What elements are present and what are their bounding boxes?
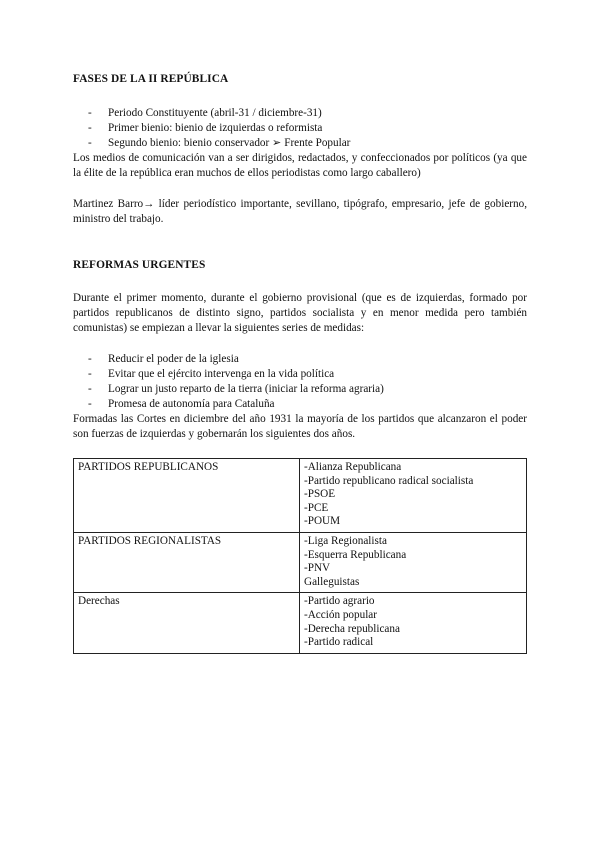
- heading-reformas: REFORMAS URGENTES: [73, 259, 206, 271]
- fases-list: [73, 106, 527, 151]
- group-cell: PARTIDOS REGIONALISTAS: [74, 532, 300, 592]
- party-name: -Liga Regionalista: [304, 534, 387, 547]
- members-cell: [300, 593, 527, 653]
- party-name: -POUM: [304, 515, 341, 528]
- members-cell: [300, 532, 527, 592]
- party-name: -Partido radical: [304, 636, 374, 649]
- fases-item-text: Primer bienio: bienio de izquierdas o reformista: [108, 122, 323, 134]
- group-cell: Derechas: [74, 593, 300, 653]
- party-name: -Acción popular: [304, 608, 378, 621]
- members-cell: [300, 459, 527, 533]
- fases-item: [73, 136, 527, 151]
- dash-bullet: -: [88, 122, 92, 134]
- party-name: -Esquerra Republicana: [304, 548, 407, 561]
- party-name: -PSOE: [304, 488, 336, 501]
- medidas-item: [73, 367, 527, 382]
- paragraph-martinez: Martinez Barro→ líder periodístico importante, sevillano, tipógrafo, empresario, jefe de gobierno, ministro del trabajo.: [73, 198, 527, 225]
- paragraph-medios: Los medios de comunicación van a ser dirigidos, redactados, y confeccionados por políticos (ya que la élite de la república eran muchos de ellos periodistas como largo caballero): [73, 152, 527, 179]
- party-name: -PCE: [304, 501, 329, 514]
- party-name: -Derecha republicana: [304, 622, 400, 635]
- group-cell: PARTIDOS REPUBLICANOS: [74, 459, 300, 533]
- fases-item-text: Segundo bienio: bienio conservador ➢ Frente Popular: [108, 137, 351, 149]
- heading-fases: FASES DE LA II REPÚBLICA: [73, 73, 229, 85]
- partidos-table: [73, 458, 527, 654]
- dash-bullet: -: [88, 107, 92, 119]
- dash-bullet: -: [88, 353, 92, 365]
- fases-item-text: Periodo Constituyente (abril-31 / diciembre-31): [108, 107, 322, 119]
- medidas-list: [73, 352, 527, 412]
- fases-item: [73, 106, 527, 121]
- medidas-item-text: Promesa de autonomía para Cataluña: [108, 398, 275, 410]
- dash-bullet: -: [88, 398, 92, 410]
- dash-bullet: -: [88, 383, 92, 395]
- party-name: -Alianza Republicana: [304, 461, 402, 473]
- dash-bullet: -: [88, 368, 92, 380]
- medidas-item: [73, 382, 527, 397]
- party-name: -Partido republicano radical socialista: [304, 474, 474, 487]
- table-row: [74, 532, 527, 592]
- medidas-item-text: Evitar que el ejército intervenga en la vida política: [108, 368, 335, 380]
- party-name: -PNV: [304, 562, 331, 575]
- paragraph-durante: Durante el primer momento, durante el gobierno provisional (que es de izquierdas, formado por partidos republicanos de distinto signo, partidos socialista y en menor medida pero también comunistas) se empiezan a llevar la siguientes series de medidas:: [73, 292, 527, 334]
- party-name: -Partido agrario: [304, 595, 375, 608]
- medidas-item-text: Reducir el poder de la iglesia: [108, 353, 239, 365]
- fases-item: [73, 121, 527, 136]
- medidas-item: [73, 397, 527, 412]
- document-content: [73, 72, 527, 654]
- table-row: [74, 593, 527, 653]
- medidas-item-text: Lograr un justo reparto de la tierra (iniciar la reforma agraria): [108, 383, 384, 395]
- table-row: [74, 459, 527, 533]
- medidas-item: [73, 352, 527, 367]
- dash-bullet: -: [88, 137, 92, 149]
- party-name: Galleguistas: [304, 575, 360, 588]
- paragraph-formadas: Formadas las Cortes en diciembre del año 1931 la mayoría de los partidos que alcanzaron el poder son fuerzas de izquierdas y gobernarán los siguientes dos años.: [73, 413, 527, 440]
